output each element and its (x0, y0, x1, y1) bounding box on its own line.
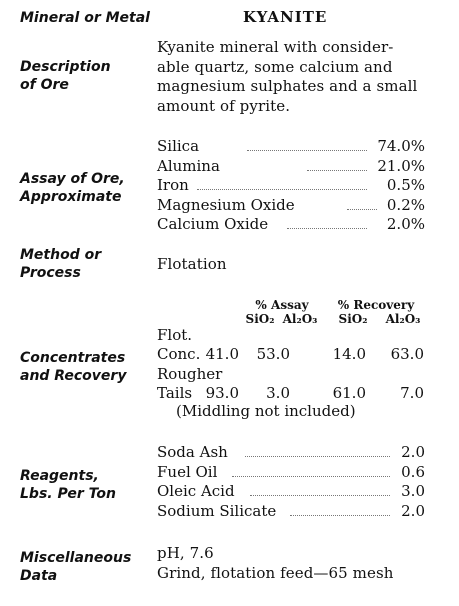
assay-label: Assay of Ore, Approximate (20, 171, 125, 205)
table-cell: 53.0 (256, 345, 290, 363)
reagent-row (157, 502, 425, 522)
mineral-or-metal-label: Mineral or Metal (20, 10, 150, 26)
misc-line: Grind, flotation feed—65 mesh (157, 563, 394, 582)
sub-header-sio2: SiO₂ (245, 312, 275, 326)
miscellaneous-label: Miscellaneous Data (20, 550, 132, 584)
assay-value: 74.0% (377, 137, 425, 155)
leader-dots (250, 495, 390, 496)
leader-dots (307, 170, 367, 171)
description-line: magnesium sulphates and a small (157, 77, 418, 95)
reagent-value: 3.0 (401, 482, 425, 500)
table-cell: 41.0 (205, 345, 239, 363)
leader-dots (245, 456, 390, 457)
assay-name: Magnesium Oxide (157, 195, 295, 214)
assay-row (157, 157, 425, 177)
reagent-value: 2.0 (401, 501, 425, 520)
assay-value: 0.5% (386, 176, 425, 194)
reagent-value: 2.0 (401, 443, 425, 461)
assay-name: Silica (157, 137, 200, 155)
method-value: Flotation (157, 255, 227, 273)
assay-row (157, 215, 425, 235)
reagent-row (157, 443, 425, 463)
row-label: Conc. (157, 345, 201, 363)
table-cell: 3.0 (266, 384, 290, 402)
sub-header-al2o3: Al₂O₃ (282, 312, 318, 326)
recovery-column-header: % Recovery (337, 298, 415, 312)
description-line: able quartz, some calcium and (157, 57, 393, 76)
reagent-name: Fuel Oil (157, 462, 218, 481)
misc-line: pH, 7.6 (157, 544, 214, 562)
assay-row (157, 176, 425, 196)
page-title: KYANITE (243, 8, 328, 26)
assay-value: 21.0% (377, 156, 425, 175)
leader-dots (290, 515, 390, 516)
leader-dots (247, 150, 367, 151)
row-label: Tails (157, 384, 193, 402)
method-label: Method or Process (20, 247, 102, 281)
assay-column-header: % Assay (255, 298, 309, 312)
row-label-top: Rougher (157, 364, 223, 383)
assay-name: Alumina (157, 156, 220, 175)
reagent-name: Sodium Silicate (157, 501, 277, 520)
assay-value: 2.0% (386, 215, 425, 233)
reagents-label: Reagents, Lbs. Per Ton (20, 468, 116, 502)
description-line: Kyanite mineral with consider- (157, 38, 394, 56)
reagent-name: Oleic Acid (157, 482, 235, 500)
reagent-row (157, 463, 425, 483)
table-cell: 14.0 (332, 345, 366, 363)
description-text (157, 38, 417, 116)
misc-text (157, 544, 394, 583)
description-line: amount of pyrite. (157, 96, 291, 115)
assay-name: Iron (157, 176, 189, 194)
reagent-value: 0.6 (401, 462, 425, 481)
assay-row (157, 137, 425, 157)
table-cell: 63.0 (390, 345, 424, 363)
sub-header-sio2: SiO₂ (338, 312, 368, 326)
leader-dots (197, 189, 367, 190)
table-cell: 7.0 (400, 384, 424, 402)
reagent-name: Soda Ash (157, 443, 228, 461)
sub-header-al2o3: Al₂O₃ (385, 312, 421, 326)
assay-name: Calcium Oxide (157, 215, 269, 233)
description-label: Description of Ore (20, 59, 111, 93)
table-note: (Middling not included) (176, 402, 356, 420)
leader-dots (347, 209, 377, 210)
table-cell: 61.0 (332, 384, 366, 402)
concentrates-label: Concentrates and Recovery (20, 350, 127, 384)
leader-dots (287, 228, 367, 229)
row-label-top: Flot. (157, 326, 193, 344)
assay-row (157, 196, 425, 216)
table-cell: 93.0 (205, 384, 239, 402)
assay-value: 0.2% (386, 195, 425, 214)
leader-dots (232, 476, 390, 477)
reagent-row (157, 482, 425, 502)
